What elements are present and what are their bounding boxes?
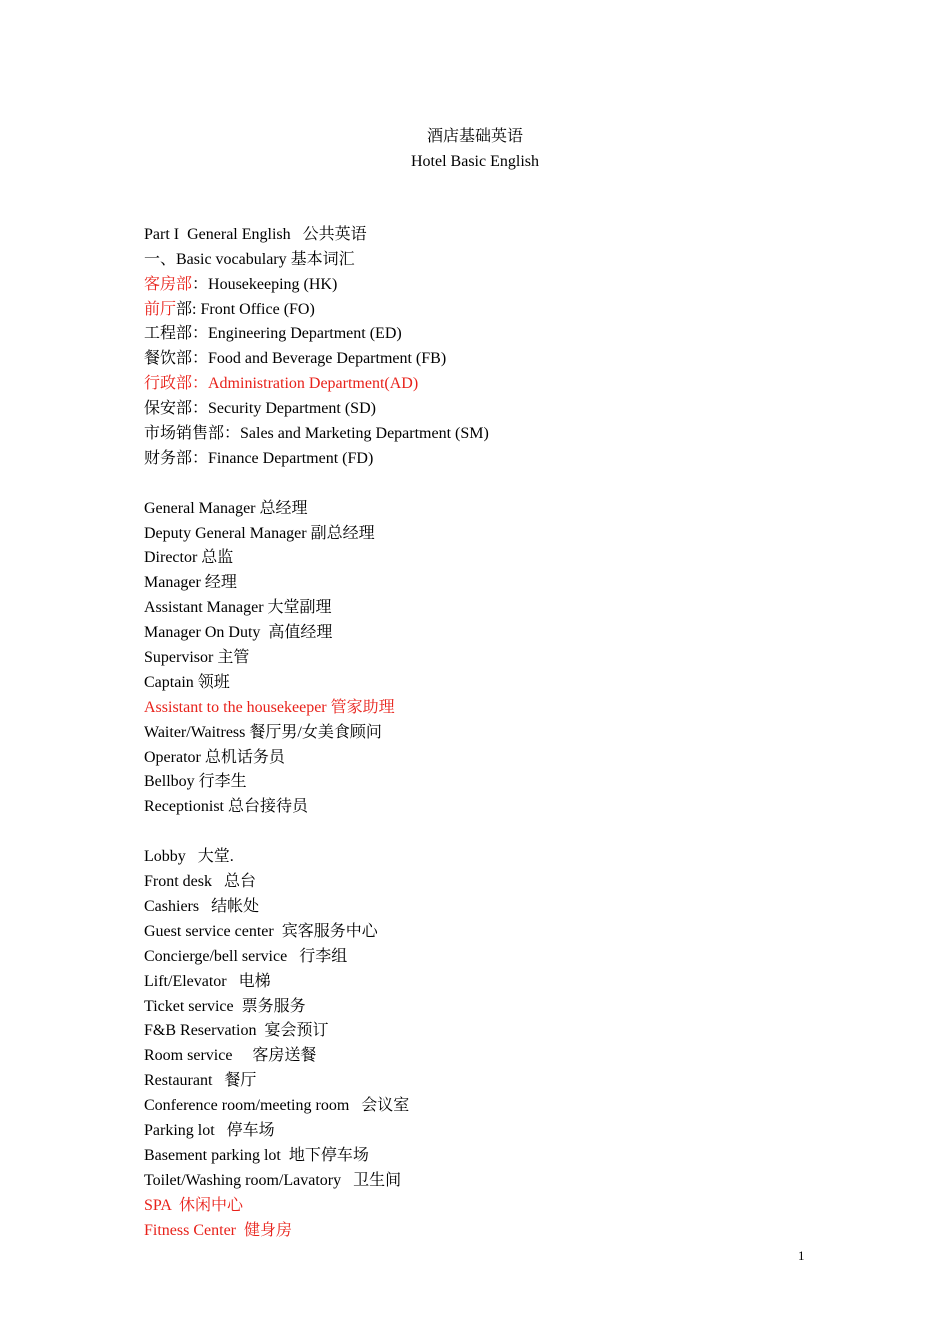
- text-line: Supervisor 主管: [144, 649, 250, 667]
- title-english: Hotel Basic English: [411, 153, 539, 170]
- text-line: General Manager 总经理: [144, 499, 308, 517]
- text-line: [144, 298, 844, 323]
- text-line: SPA 休闲中心: [144, 1196, 244, 1214]
- text-line: Receptionist 总台接待员: [144, 798, 308, 816]
- text-line: Operator 总机话务员: [144, 748, 285, 766]
- text-line: 工程部：Engineering Department (ED): [144, 325, 402, 343]
- text-segment: 部: Front Office (FO): [176, 300, 315, 318]
- text-line: Room service 客房送餐: [144, 1047, 317, 1065]
- text-segment: 前厅: [144, 300, 177, 318]
- text-line: Assistant to the housekeeper 管家助理: [144, 698, 395, 716]
- text-line: Lift/Elevator 电梯: [144, 972, 271, 990]
- text-line: 一、Basic vocabulary 基本词汇: [144, 250, 355, 268]
- document-title: [0, 124, 950, 174]
- title-chinese: 酒店基础英语: [426, 128, 523, 145]
- text-line: Bellboy 行李生: [144, 773, 247, 791]
- text-line: 餐饮部：Food and Beverage Department (FB): [144, 350, 447, 368]
- page-number: 1: [798, 1248, 805, 1263]
- text-line: Conference room/meeting room 会议室: [144, 1097, 410, 1115]
- text-line: Concierge/bell service 行李组: [144, 947, 348, 965]
- text-line: [144, 273, 844, 298]
- text-line: Ticket service 票务服务: [144, 997, 306, 1015]
- text-line: 财务部：Finance Department (FD): [144, 449, 374, 467]
- text-line: 行政部：Administration Department(AD): [144, 375, 419, 393]
- text-line: Assistant Manager 大堂副理: [144, 599, 332, 617]
- text-segment: 客房部: [144, 275, 193, 293]
- text-line: Deputy General Manager 副总经理: [144, 524, 375, 542]
- text-line: 市场销售部：Sales and Marketing Department (SM): [144, 425, 489, 443]
- blank-line: [144, 472, 844, 497]
- text-line: Basement parking lot 地下停车场: [144, 1146, 369, 1164]
- text-line: Restaurant 餐厅: [144, 1072, 257, 1090]
- text-line: Front desk 总台: [144, 873, 257, 891]
- text-line: Toilet/Washing room/Lavatory 卫生间: [144, 1171, 402, 1189]
- blank-line: [144, 198, 844, 223]
- text-line: Captain 领班: [144, 673, 230, 691]
- text-line: Part I General English 公共英语: [144, 225, 367, 243]
- text-line: Manager 经理: [144, 574, 237, 592]
- text-line: Manager On Duty 高值经理: [144, 624, 333, 642]
- text-segment: ：Housekeeping (HK): [192, 275, 338, 293]
- text-line: F&B Reservation 宴会预订: [144, 1022, 329, 1040]
- text-line: Lobby 大堂.: [144, 848, 234, 866]
- text-line: Director 总监: [144, 549, 234, 567]
- blank-line: [144, 820, 844, 845]
- vocabulary-list: [144, 198, 844, 1243]
- text-line: Parking lot 停车场: [144, 1121, 275, 1139]
- text-line: Fitness Center 健身房: [144, 1221, 292, 1239]
- text-line: Waiter/Waitress 餐厅男/女美食顾问: [144, 723, 382, 741]
- text-line: Cashiers 结帐处: [144, 897, 260, 915]
- text-line: 保安部：Security Department (SD): [144, 400, 376, 418]
- text-line: Guest service center 宾客服务中心: [144, 922, 378, 940]
